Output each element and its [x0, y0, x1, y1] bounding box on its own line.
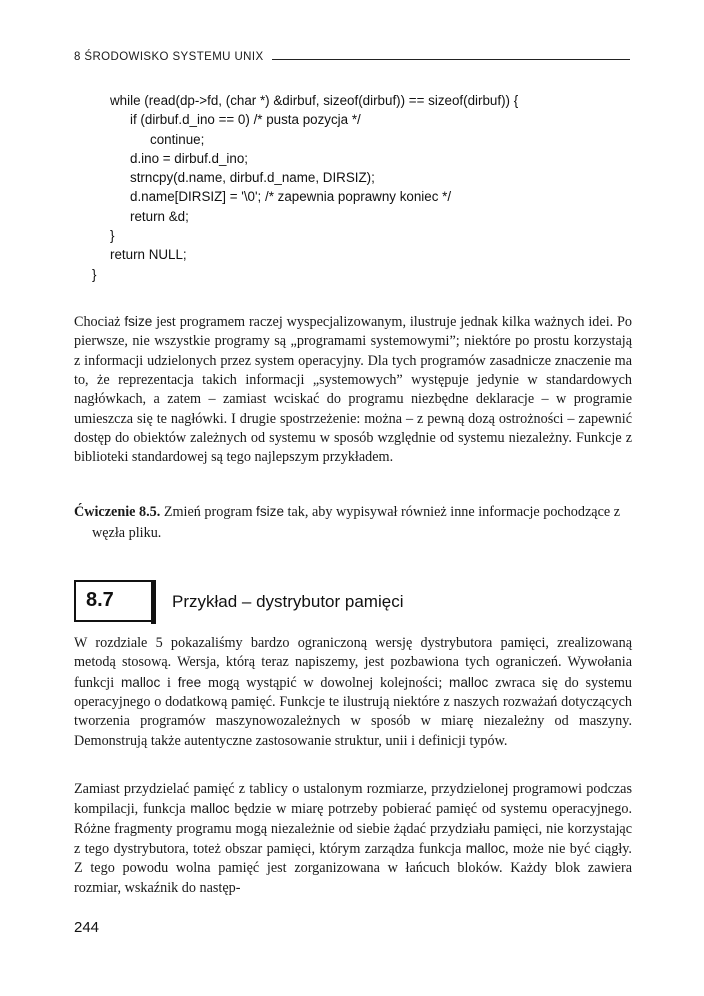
- code-term: malloc: [190, 801, 230, 817]
- code-listing: [74, 91, 634, 284]
- code-term: fsize: [124, 314, 153, 329]
- exercise-8-5: Ćwiczenie 8.5. Zmień program fsize tak, aby wypisywał również inne informacje pochodzące z węzła pliku.: [74, 504, 621, 541]
- code-line: }: [92, 266, 97, 282]
- header-rule: [272, 59, 630, 60]
- section-heading: [74, 580, 574, 624]
- code-line: d.ino = dirbuf.d_ino;: [130, 150, 248, 166]
- chapter-title: 8 ŚRODOWISKO SYSTEMU UNIX: [74, 51, 264, 63]
- code-term: malloc: [465, 841, 506, 857]
- code-line: d.name[DIRSIZ] = '\0'; /* zapewnia poprawny koniec */: [130, 189, 452, 205]
- code-term: malloc: [449, 674, 489, 690]
- paragraph-allocator-design: Zamiast przydzielać pamięć z tablicy o ustalonym rozmiarze, przydzielonej programowi podczas kompilacji, funkcja malloc będzie w miarę potrzeby pobierać pamięć od systemu operacyjnego. Różne fragmenty programu mogą niezależnie od siebie żądać przydziału pamięci, nie korzystając z tego dystrybutora, toteż obszar pamięci, którym zarządza funkcja malloc, może nie być ciągły. Z tego powodu wolna pamięć jest zorganizowana w łańcuch bloków. Każdy blok zawiera rozmiar, wskaźnik do następ-: [74, 781, 632, 896]
- paragraph-allocator-intro: W rozdziale 5 pokazaliśmy bardzo ograniczoną wersję dystrybutora pamięci, zrealizowaną metodą stosową. Wersja, którą teraz napiszemy, jest pozbawiona tych ograniczeń. Wywołania funkcji malloc i free mogą wystąpić w dowolnej kolejności; malloc zwraca się do systemu operacyjnego o dodatkową pamięć. Funkcje te ilustrują niektóre z naszych rozważań dotyczących tworzenia programów maszynowozależnych w sposób w miarę niezależny od maszyny. Demonstrują także autentyczne zastosowanie struktur, unii i definicji typów.: [74, 635, 632, 749]
- code-term: malloc: [120, 674, 161, 690]
- page-number: 244: [74, 919, 100, 936]
- code-term: fsize: [256, 504, 284, 519]
- code-line: while (read(dp->fd, (char *) &dirbuf, sizeof(dirbuf)) == sizeof(dirbuf)) {: [110, 93, 519, 108]
- code-line: continue;: [150, 131, 205, 147]
- exercise-label: Ćwiczenie 8.5.: [74, 504, 161, 520]
- code-line: return NULL;: [110, 247, 187, 263]
- code-line: if (dirbuf.d_ino == 0) /* pusta pozycja */: [130, 112, 361, 128]
- section-title: Przykład – dystrybutor pamięci: [172, 592, 404, 611]
- code-line: return &d;: [130, 208, 189, 224]
- running-header: [74, 51, 630, 63]
- code-line: strncpy(d.name, dirbuf.d_name, DIRSIZ);: [130, 170, 375, 186]
- section-number: 8.7: [86, 589, 114, 611]
- code-term: free: [177, 674, 202, 690]
- code-line: }: [110, 228, 115, 244]
- paragraph-fsize: Chociaż fsize jest programem raczej wyspecjalizowanym, ilustruje jednak kilka ważnych idei. Po pierwsze, nie wszystkie programy są „programami systemowymi”; niektóre po prostu korzystają z informacji udzielonych przez system operacyjny. Dla tych programów zasadnicze znaczenie ma to, że reprezentacja takich informacji „systemowych” występuje jedynie w standardowych nagłówkach, a zatem – zamiast wciskać do programu niezbędne deklaracje – w programie umieszcza się te nagłówki. I drugie spostrzeżenie: można – z pewną dozą ostrożności – zapewnić dostęp do obiektów zależnych od systemu w sposób względnie od systemu niezależny. Funkcje z biblioteki standardowej są tego najlepszym przykładem.: [74, 314, 633, 466]
